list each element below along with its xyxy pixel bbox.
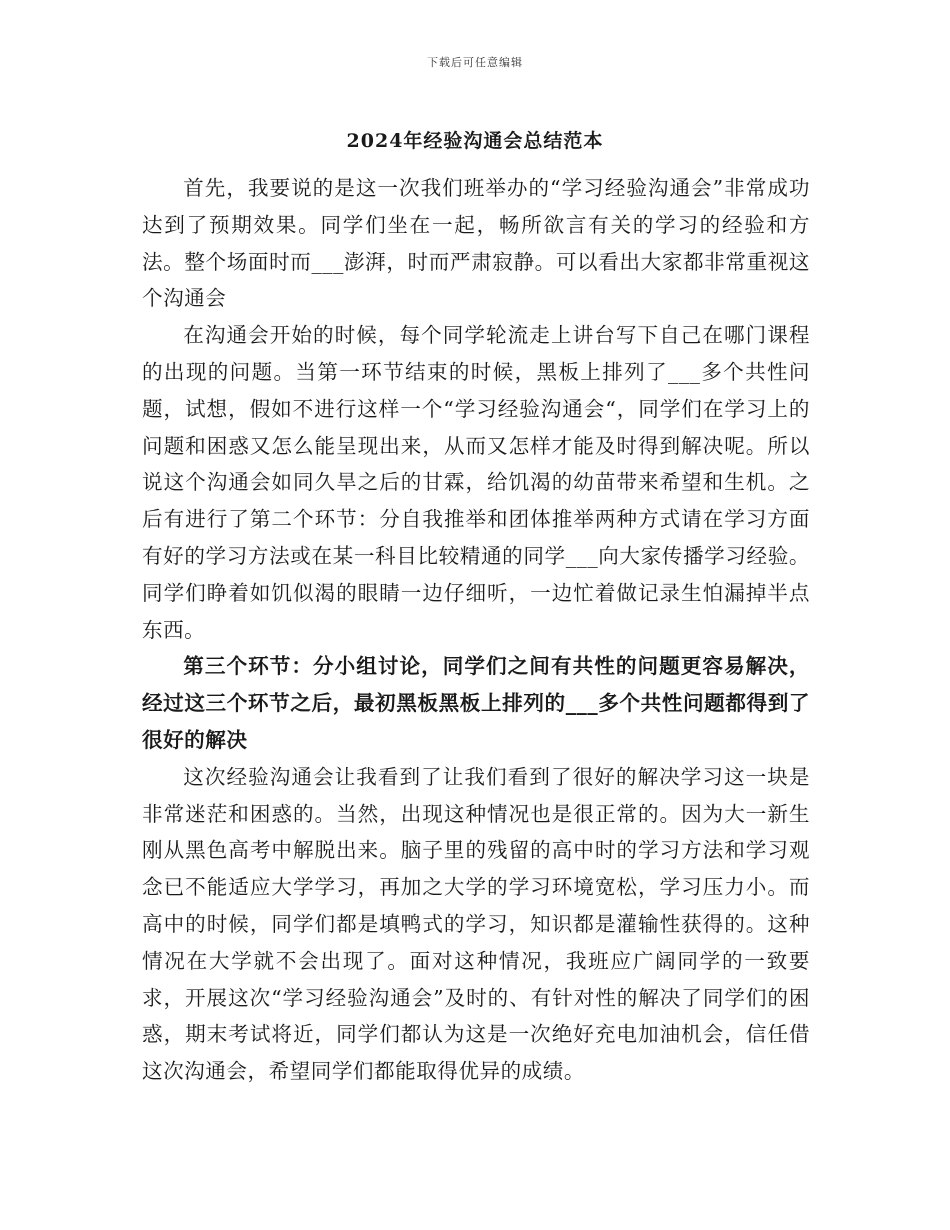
page-header-note: 下载后可任意编辑 <box>427 56 523 69</box>
paragraph-3-bold: 第三个环节：分小组讨论，同学们之间有共性的问题更容易解决，经过这三个环节之后，最初黑板黑板上排列的___多个共性问题都得到了很好的解决 <box>142 654 810 752</box>
paragraph-1: 首先，我要说的是这一次我们班举办的“学习经验沟通会”非常成功达到了预期效果。同学们坐在一起，畅所欲言有关的学习的经验和方法。整个场面时而___澎湃，时而严肃寂静。可以看出大家都非常重视这个沟通会 <box>142 176 810 311</box>
document-body <box>142 170 810 1090</box>
document-title: 2024年经验沟通会总结范本 <box>346 130 604 152</box>
paragraph-2: 在沟通会开始的时候，每个同学轮流走上讲台写下自己在哪门课程的出现的问题。当第一环节结束的时候，黑板上排列了___多个共性问题，试想，假如不进行这样一个“学习经验沟通会“，同学们在学习上的问题和困惑又怎么能呈现出来，从而又怎样才能及时得到解决呢。所以说这个沟通会如同久旱之后的甘霖，给饥渴的幼苗带来希望和生机。之后有进行了第二个环节：分自我推举和团体推举两种方式请在学习方面有好的学习方法或在某一科目比较精通的同学___向大家传播学习经验。同学们睁着如饥似渴的眼睛一边仔细听，一边忙着做记录生怕漏掉半点东西。 <box>142 323 810 642</box>
paragraph-4: 这次经验沟通会让我看到了让我们看到了很好的解决学习这一块是非常迷茫和困惑的。当然，出现这种情况也是很正常的。因为大一新生刚从黑色高考中解脱出来。脑子里的残留的高中时的学习方法和学习观念已不能适应大学学习，再加之大学的学习环境宽松，学习压力小。而高中的时候，同学们都是填鸭式的学习，知识都是灌输性获得的。这种情况在大学就不会出现了。面对这种情况，我班应广阔同学的一致要求，开展这次“学习经验沟通会”及时的、有针对性的解决了同学们的困惑，期末考试将近，同学们都认为这是一次绝好充电加油机会，信任借这次沟通会，希望同学们都能取得优异的成绩。 <box>142 764 810 1084</box>
